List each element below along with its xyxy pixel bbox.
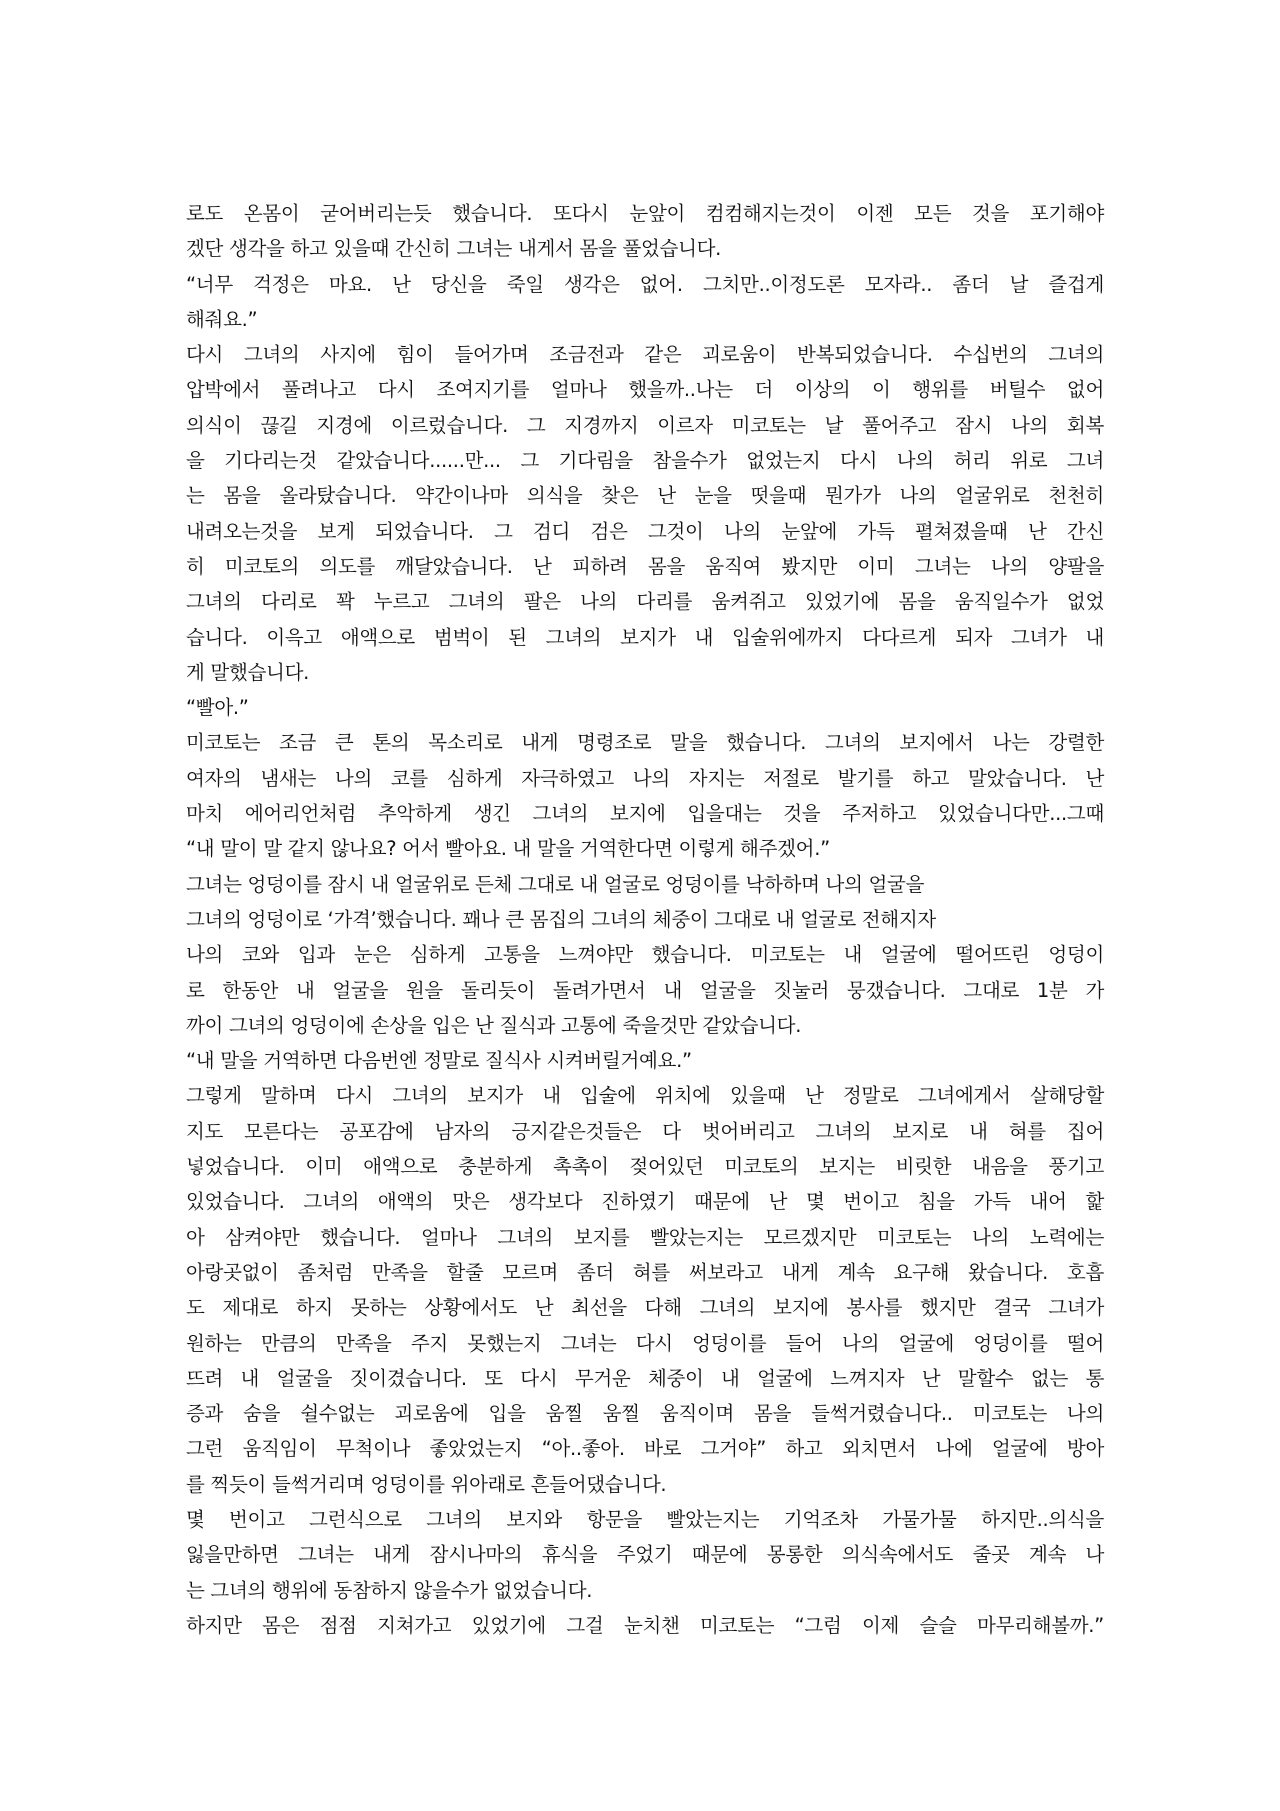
document-body <box>186 196 1104 1643</box>
text-line: 미코토는 조금 큰 톤의 목소리로 내게 명령조로 말을 했습니다. 그녀의 보지에서 나는 강렬한 <box>186 731 1104 755</box>
text-line: 겠단 생각을 하고 있을때 간신히 그녀는 내게서 몸을 풀었습니다. <box>186 237 722 261</box>
text-line: 그녀는 엉덩이를 잠시 내 얼굴위로 든체 그대로 내 얼굴로 엉덩이를 낙하하며 나의 얼굴을 <box>186 872 925 896</box>
text-line: 다시 그녀의 사지에 힘이 들어가며 조금전과 같은 괴로움이 반복되었습니다. 수십번의 그녀의 <box>186 343 1104 367</box>
text-line: 그렇게 말하며 다시 그녀의 보지가 내 입술에 위치에 있을때 난 정말로 그녀에게서 살해당할 <box>186 1084 1104 1108</box>
text-line: 를 찍듯이 들썩거리며 엉덩이를 위아래로 흔들어댔습니다. <box>186 1472 667 1496</box>
text-line: 하지만 몸은 점점 지쳐가고 있었기에 그걸 눈치챈 미코토는 “그럼 이제 슬슬 마무리해볼까.” <box>186 1613 1104 1637</box>
text-line: “내 말을 거역하면 다음번엔 정말로 질식사 시켜버릴거예요.” <box>186 1049 692 1073</box>
text-line: 로도 온몸이 굳어버리는듯 했습니다. 또다시 눈앞이 컴컴해지는것이 이젠 모든 것을 포기해야 <box>186 202 1104 225</box>
text-line: 그녀의 다리로 꽉 누르고 그녀의 팔은 나의 다리를 움켜쥐고 있었기에 몸을 움직일수가 없었 <box>186 590 1104 614</box>
text-line: 지도 모른다는 공포감에 남자의 긍지같은것들은 다 벗어버리고 그녀의 보지로 내 혀를 집어 <box>186 1119 1104 1143</box>
text-line: “너무 걱정은 마요. 난 당신을 죽일 생각은 없어. 그치만..이정도론 모자라.. 좀더 날 즐겁게 <box>186 272 1104 296</box>
text-line: 넣었습니다. 이미 애액으로 충분하게 촉촉이 젖어있던 미코토의 보지는 비릿한 내음을 풍기고 <box>186 1155 1104 1179</box>
text-line: 있었습니다. 그녀의 애액의 맛은 생각보다 진하였기 때문에 난 몇 번이고 침을 가득 내어 핥 <box>186 1190 1104 1214</box>
text-line: 습니다. 이윽고 애액으로 범벅이 된 그녀의 보지가 내 입술위에까지 다다르게 되자 그녀가 내 <box>186 625 1104 649</box>
text-line: 해줘요.” <box>186 307 258 331</box>
text-line: 는 그녀의 행위에 동참하지 않을수가 없었습니다. <box>186 1578 593 1602</box>
text-line: 도 제대로 하지 못하는 상황에서도 난 최선을 다해 그녀의 보지에 봉사를 했지만 결국 그녀가 <box>186 1296 1104 1320</box>
text-line: 아 삼켜야만 했습니다. 얼마나 그녀의 보지를 빨았는지는 모르겠지만 미코토는 나의 노력에는 <box>186 1225 1104 1249</box>
text-line: 뜨려 내 얼굴을 짓이겼습니다. 또 다시 무거운 체중이 내 얼굴에 느껴지자 난 말할수 없는 통 <box>186 1366 1104 1390</box>
text-line: 그런 움직임이 무척이나 좋았었는지 “아..좋아. 바로 그거야” 하고 외치면서 나에 얼굴에 방아 <box>186 1437 1104 1461</box>
text-line: 아랑곳없이 좀처럼 만족을 할줄 모르며 좀더 혀를 써보라고 내게 계속 요구해 왔습니다. 호흡 <box>186 1260 1104 1284</box>
text-line: 원하는 만큼의 만족을 주지 못했는지 그녀는 다시 엉덩이를 들어 나의 얼굴에 엉덩이를 떨어 <box>186 1331 1104 1355</box>
text-line: 내려오는것을 보게 되었습니다. 그 검디 검은 그것이 나의 눈앞에 가득 펼쳐졌을때 난 간신 <box>186 519 1104 543</box>
text-line: 여자의 냄새는 나의 코를 심하게 자극하였고 나의 자지는 저절로 발기를 하고 말았습니다. 난 <box>186 766 1104 790</box>
text-line: 마치 에어리언처럼 추악하게 생긴 그녀의 보지에 입을대는 것을 주저하고 있었습니다만...그때 <box>186 802 1104 826</box>
text-line: 게 말했습니다. <box>186 660 310 684</box>
text-line: 증과 숨을 쉴수없는 괴로움에 입을 움찔 움찔 움직이며 몸을 들썩거렸습니다.. 미코토는 나의 <box>186 1402 1104 1426</box>
text-line: 잃을만하면 그녀는 내게 잠시나마의 휴식을 주었기 때문에 몽롱한 의식속에서도 줄곳 계속 나 <box>186 1543 1104 1567</box>
text-line: 나의 코와 입과 눈은 심하게 고통을 느껴야만 했습니다. 미코토는 내 얼굴에 떨어뜨린 엉덩이 <box>186 943 1104 967</box>
text-line: 는 몸을 올라탔습니다. 약간이나마 의식을 찾은 난 눈을 떳을때 뭔가가 나의 얼굴위로 천천히 <box>186 484 1104 508</box>
text-line: 압박에서 풀려나고 다시 조여지기를 얼마나 했을까..나는 더 이상의 이 행위를 버틸수 없어 <box>186 378 1104 402</box>
text-line: 히 미코토의 의도를 깨달았습니다. 난 피하려 몸을 움직여 봤지만 이미 그녀는 나의 양팔을 <box>186 554 1104 578</box>
text-line: “내 말이 말 같지 않나요? 어서 빨아요. 내 말을 거역한다면 이렇게 해주겠어.” <box>186 837 830 861</box>
text-line: 로 한동안 내 얼굴을 원을 돌리듯이 돌려가면서 내 얼굴을 짓눌러 뭉갰습니다. 그대로 1분 가 <box>186 978 1104 1002</box>
text-line: 을 기다리는것 같았습니다......만... 그 기다림을 참을수가 없었는지 다시 나의 허리 위로 그녀 <box>186 449 1104 473</box>
text-line: 까이 그녀의 엉덩이에 손상을 입은 난 질식과 고통에 죽을것만 같았습니다. <box>186 1013 802 1037</box>
text-line: “빨아.” <box>186 696 249 720</box>
text-line: 그녀의 엉덩이로 ‘가격’했습니다. 꽤나 큰 몸집의 그녀의 체중이 그대로 내 얼굴로 전해지자 <box>186 907 936 931</box>
text-line: 의식이 끊길 지경에 이르렀습니다. 그 지경까지 이르자 미코토는 날 풀어주고 잠시 나의 회복 <box>186 413 1104 437</box>
text-line: 몇 번이고 그런식으로 그녀의 보지와 항문을 빨았는지는 기억조차 가물가물 하지만..의식을 <box>186 1507 1104 1531</box>
